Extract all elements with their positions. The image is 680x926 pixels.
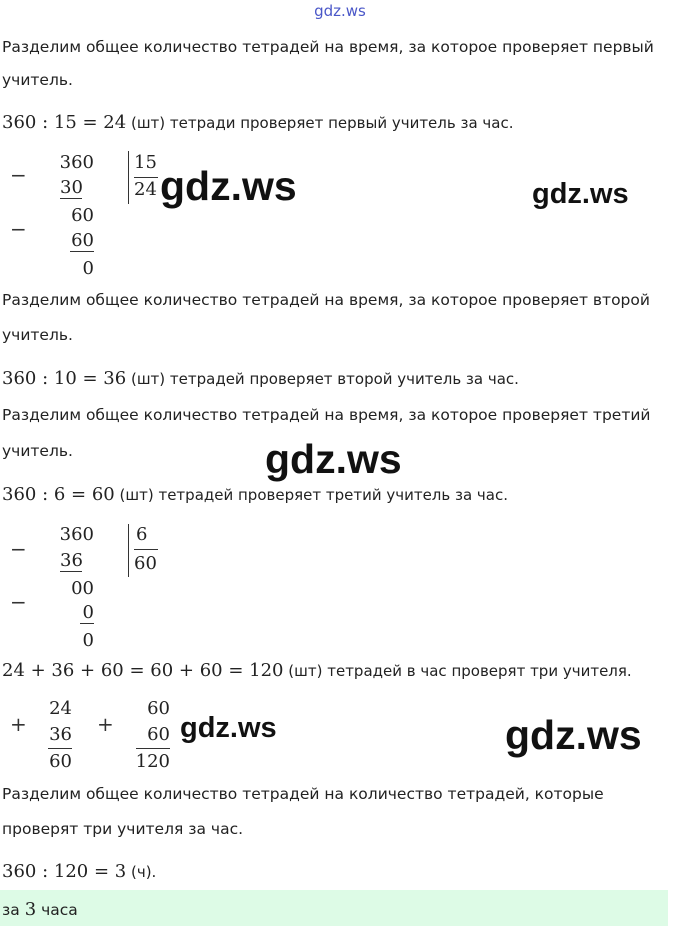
divisor: 15 xyxy=(134,152,157,173)
watermark: gdz.ws xyxy=(532,178,629,210)
remainder-final: 0 xyxy=(82,630,94,651)
equation-4-text: (шт) тетрадей в час проверят три учителя. xyxy=(288,662,632,680)
subtrahend-2: 0 xyxy=(80,603,94,624)
equation-1-text: (шт) тетради проверяет первый учитель за час. xyxy=(130,114,514,132)
paragraph-3-line-2: учитель. xyxy=(2,442,73,460)
paragraph-3-line-1: Разделим общее количество тетрадей на время, за которое проверяет третий xyxy=(2,406,651,424)
paragraph-2-line-2: учитель. xyxy=(2,326,73,344)
addend-2: 60 xyxy=(147,724,170,745)
sum: 60 xyxy=(49,751,72,772)
remainder-final: 0 xyxy=(82,258,94,279)
watermark: gdz.ws xyxy=(265,436,402,482)
quotient: 24 xyxy=(134,179,157,200)
minus-sign: − xyxy=(10,163,27,187)
answer-prefix: за xyxy=(2,901,20,919)
paragraph-1-line-1: Разделим общее количество тетрадей на время, за которое проверяет первый xyxy=(2,38,654,56)
answer-box xyxy=(0,890,668,926)
plus-sign: + xyxy=(10,712,27,736)
divisor: 6 xyxy=(136,524,148,545)
remainder-1: 00 xyxy=(71,578,94,599)
addend-2: 36 xyxy=(49,724,72,745)
sum-line xyxy=(48,748,72,749)
minus-sign: − xyxy=(10,590,27,614)
paragraph-1-line-2: учитель. xyxy=(2,71,73,89)
plus-sign: + xyxy=(97,712,114,736)
header-watermark: gdz.ws xyxy=(314,2,366,20)
equation-3 xyxy=(2,484,508,505)
paragraph-2-line-1: Разделим общее количество тетрадей на время, за которое проверяет второй xyxy=(2,291,650,309)
dividend: 360 xyxy=(59,152,94,173)
addend-1: 24 xyxy=(49,698,72,719)
division-bar xyxy=(128,151,129,204)
equation-5-text: (ч). xyxy=(130,863,157,881)
answer-text xyxy=(2,899,78,920)
division-bar xyxy=(128,524,129,577)
minus-sign: − xyxy=(10,217,27,241)
subtrahend-2: 60 xyxy=(71,230,94,251)
sum: 120 xyxy=(135,751,170,772)
subtrahend-1: 36 xyxy=(60,550,83,571)
equation-5 xyxy=(2,861,156,882)
equation-3-math: 360 : 6 = 60 xyxy=(2,484,115,505)
minus-sign: − xyxy=(10,537,27,561)
remainder-1: 60 xyxy=(71,205,94,226)
dividend: 360 xyxy=(59,524,94,545)
watermark: gdz.ws xyxy=(180,712,277,744)
equation-3-text: (шт) тетрадей проверяет третий учитель за час. xyxy=(119,486,509,504)
sum-line xyxy=(136,748,170,749)
watermark: gdz.ws xyxy=(160,163,297,209)
answer-suffix: часа xyxy=(41,901,78,919)
equation-2-text: (шт) тетрадей проверяет второй учитель за час. xyxy=(130,370,519,388)
equation-2-math: 360 : 10 = 36 xyxy=(2,368,127,389)
equation-4-math: 24 + 36 + 60 = 60 + 60 = 120 xyxy=(2,660,284,681)
paragraph-4-line-2: проверят три учителя за час. xyxy=(2,820,244,838)
divisor-underline xyxy=(134,549,158,550)
quotient: 60 xyxy=(134,553,157,574)
paragraph-4-line-1: Разделим общее количество тетрадей на количество тетрадей, которые xyxy=(2,785,604,803)
addend-1: 60 xyxy=(147,698,170,719)
watermark: gdz.ws xyxy=(505,712,642,758)
equation-2 xyxy=(2,368,519,389)
answer-value: 3 xyxy=(24,899,37,920)
equation-1-math: 360 : 15 = 24 xyxy=(2,112,127,133)
equation-5-math: 360 : 120 = 3 xyxy=(2,861,127,882)
equation-1 xyxy=(2,112,514,133)
subtrahend-1: 30 xyxy=(60,177,83,198)
divisor-underline xyxy=(134,177,158,178)
equation-4 xyxy=(2,660,632,681)
